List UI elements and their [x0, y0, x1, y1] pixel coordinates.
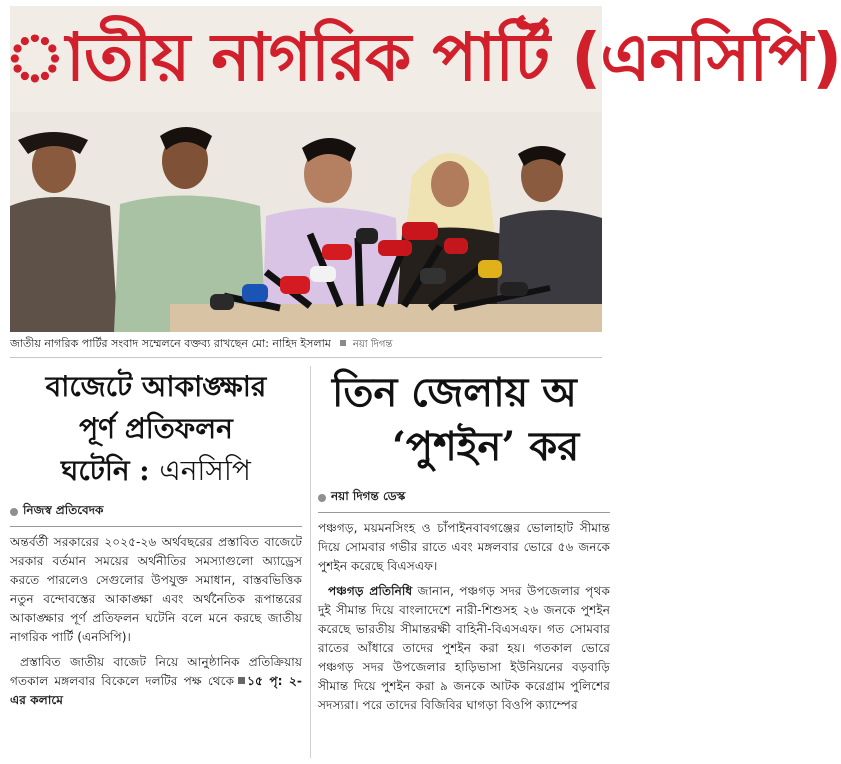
right-paragraph-2 — [318, 582, 610, 715]
left-headline-line1: বাজেটে আকাঙ্ক্ষার — [45, 370, 267, 403]
left-headline-line3: ঘটেনি — [61, 454, 130, 487]
byline-bullet-icon — [318, 494, 326, 502]
photo-credit: নয়া দিগন্ত — [352, 339, 393, 350]
right-byline — [318, 488, 610, 508]
byline-rule — [10, 526, 302, 527]
right-paragraph-1: পঞ্চগড়, ময়মনসিংহ ও চাঁপাইনবাবগঞ্জের ভোলাহাট সীমান্ত দিয়ে সোমবার গভীর রাতে এবং মঙ্গলবার ভোরে ৫৬ জনকে পুশইন করেছে বিএসএফ। — [318, 521, 610, 573]
left-headline-source: এনসিপি — [159, 454, 251, 487]
right-headline-line2: ‘পুশইন’ কর — [392, 423, 580, 470]
continued-jump[interactable]: ১৫ পৃ: ২-এর কলামে — [10, 674, 302, 707]
left-byline-text: নিজস্ব প্রতিবেদক — [23, 503, 104, 517]
column-divider — [310, 366, 311, 758]
right-body — [318, 519, 610, 715]
right-paragraph-2-lead: পঞ্চগড় প্রতিনিধি — [328, 584, 413, 598]
left-headline — [10, 366, 302, 492]
banner-text: াতীয় নাগরিক পার্টি (এনসিপি) — [4, 19, 841, 96]
right-headline-line1: তিন জেলায় অ — [332, 369, 577, 416]
news-photo — [4, 6, 841, 332]
left-paragraph-2-text: প্রস্তাবিত জাতীয় বাজেট নিয়ে আনুষ্ঠানিক প্রতিক্রিয়ায় গতকাল মঙ্গলবার বিকেলে দলটির পক্ষ থেকে — [10, 655, 302, 688]
jump-square-icon — [238, 677, 245, 684]
byline-bullet-icon — [10, 508, 18, 516]
left-paragraph-2 — [10, 653, 302, 710]
left-body — [10, 533, 302, 710]
left-paragraph-1: অন্তর্বর্তী সরকারের ২০২৫-২৬ অর্থবছরের প্রস্তাবিত বাজেটে সরকার বর্তমান সময়ের অর্থনীতির সমস্যাগুলো অ্যাড্রেস করতে পারলেও সেগুলোর উপযুক্ত সমাধান, বাস্তবভিত্তিক নতুন বন্দোবস্তের আকাঙ্ক্ষা এবং অর্থনৈতিক রূপান্তরের আকাঙ্ক্ষার পূর্ণ প্রতিফলন ঘটেনি বলে মনে করছে জাতীয় নাগরিক পার্টি (এনসিপি)। — [10, 535, 302, 644]
left-headline-line2: পূর্ণ প্রতিফলন — [79, 412, 233, 445]
photo-caption — [10, 334, 602, 354]
section-divider — [10, 357, 602, 358]
left-headline-colon: : — [129, 454, 160, 487]
byline-rule — [318, 512, 610, 513]
left-byline — [10, 502, 302, 522]
right-paragraph-2-text: জানান, পঞ্চগড় সদর উপজেলার পৃথক দুই সীমান্ত দিয়ে বাংলাদেশে নারী-শিশুসহ ২৬ জনকে পুশইন করেছে ভারতীয় সীমান্তরক্ষী বাহিনী-বিএসএফ। গত সোমবার রাতের আঁধারে তাদের পুশইন করা হয়। গতকাল ভোরে পঞ্চগড় সদর উপজেলার হাড়িভাসা ইউনিয়নের বড়বাড়ি সীমান্ত দিয়ে পুশইন করা ৯ জনকে আটক করেগ্রাম পুলিশের সদস্যরা। পরে তাদের বিজিবির ঘাগড়া বিওপি ক্যাম্পের — [318, 584, 610, 712]
right-story — [318, 366, 610, 721]
right-byline-text: নয়া দিগন্ত ডেস্ক — [331, 489, 406, 503]
caption-text: জাতীয় নাগরিক পার্টির সংবাদ সম্মেলনে বক্তব্য রাখছেন মো: নাহিদ ইসলাম — [10, 337, 331, 350]
left-story — [10, 366, 302, 716]
credit-square-icon — [340, 340, 346, 346]
right-headline — [318, 366, 610, 474]
